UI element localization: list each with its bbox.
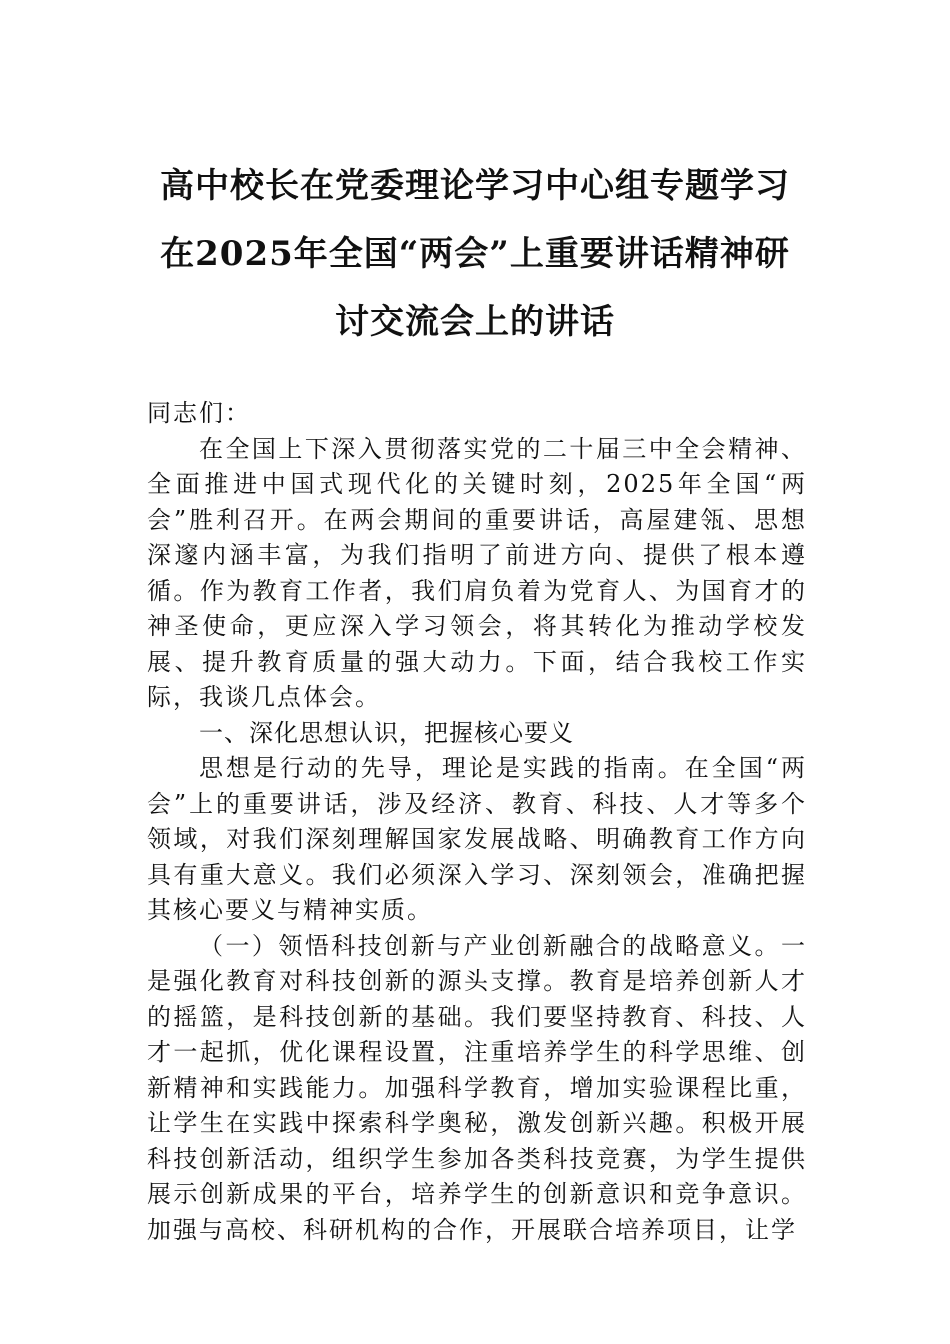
section-heading-1: 一、深化思想认识，把握核心要义 — [199, 718, 574, 747]
salutation: 同志们： — [147, 399, 251, 427]
subsection-1-paragraph — [147, 929, 807, 1249]
document-title — [120, 152, 830, 356]
title-line-3: 讨交流会上的讲话 — [335, 302, 615, 342]
subsection-1-text: 一是强化教育对科技创新的源头支撑。教育是培养创新人才的摇篮，是科技创新的基础。我们要坚持教育、科技、人才一起抓，优化课程设置，注重培养学生的科学思维、创新精神和实践能力。加强科学教育，增加实验课程比重，让学生在实践中探索科学奥秘，激发创新兴趣。积极开展科技创新活动，组织学生参加各类科技竞赛，为学生提供展示创新成果的平台，培养学生的创新意识和竞争意识。加强与高校、科研机构的合作，开展联合培养项目，让学 — [147, 931, 807, 1244]
title-line-1: 高中校长在党委理论学习中心组专题学习 — [160, 166, 790, 206]
intro-paragraph: 在全国上下深入贯彻落实党的二十届三中全会精神、全面推进中国式现代化的关键时刻，2025年全国“两会”胜利召开。在两会期间的重要讲话，高屋建瓴、思想深邃内涵丰富，为我们指明了前进方向、提供了根本遵循。作为教育工作者，我们肩负着为党育人、为国育才的神圣使命，更应深入学习领会，将其转化为推动学校发展、提升教育质量的强大动力。下面，结合我校工作实际，我谈几点体会。 — [147, 434, 807, 711]
document-body — [147, 396, 807, 1248]
subsection-heading-1: （一）领悟科技创新与产业创新融合的战略意义。 — [199, 931, 781, 960]
section-1-paragraph: 思想是行动的先导，理论是实践的指南。在全国“两会”上的重要讲话，涉及经济、教育、科技、人才等多个领域，对我们深刻理解国家发展战略、明确教育工作方向具有重大意义。我们必须深入学习、深刻领会，准确把握其核心要义与精神实质。 — [147, 754, 807, 924]
title-line-2: 在2025年全国“两会”上重要讲话精神研 — [160, 234, 790, 274]
